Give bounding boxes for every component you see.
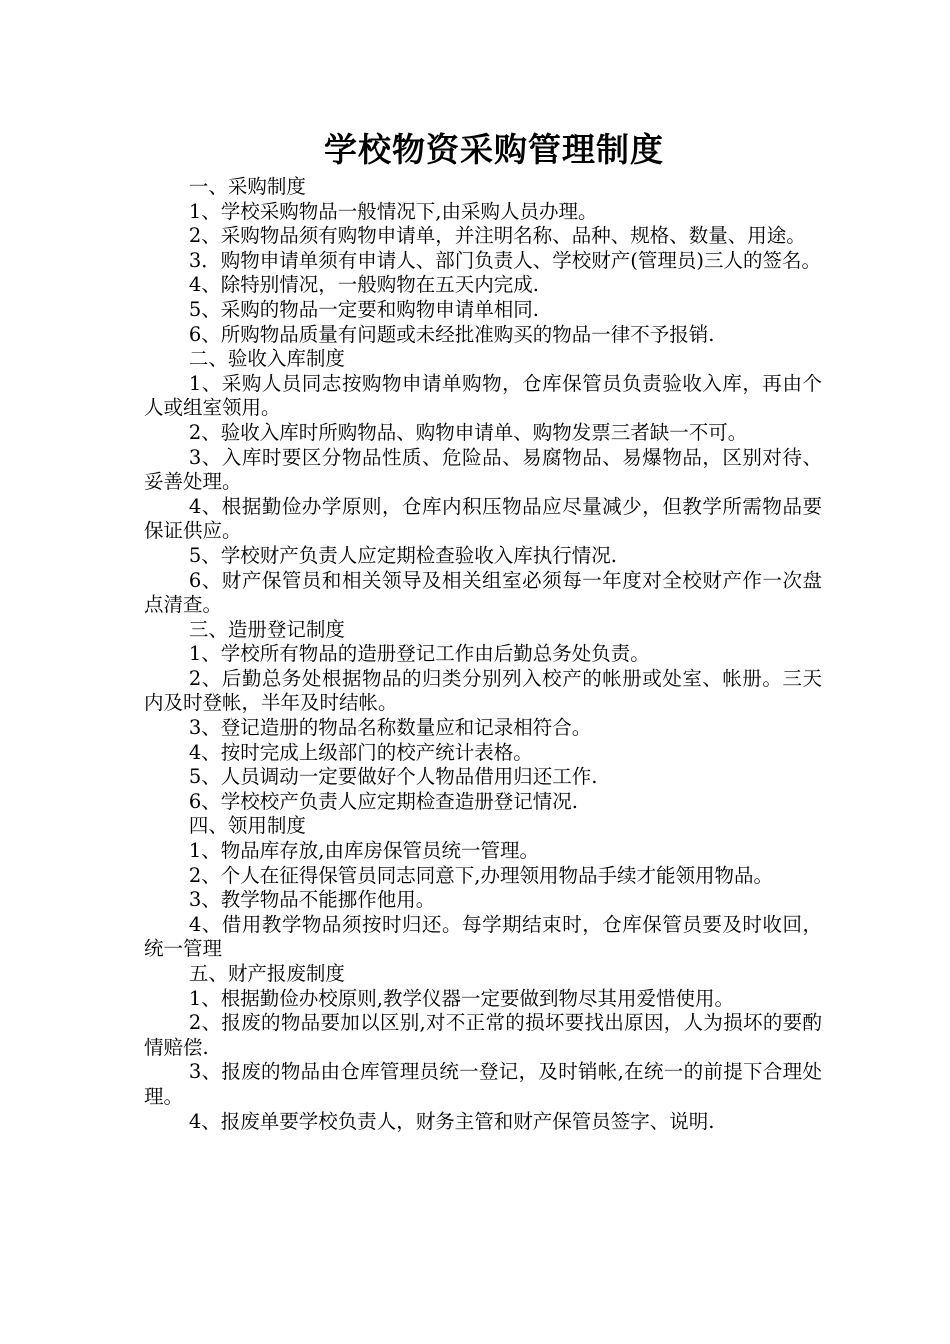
inspection-item-5: 5、学校财产负责人应定期检查验收入库执行情况. [188,543,617,567]
procurement-item-1: 1、学校采购物品一般情况下,由采购人员办理。 [188,199,598,223]
section-heading-procurement: 一、采购制度 [188,175,306,198]
document-body [144,175,822,1134]
requisition-item-2: 2、个人在征得保管员同志同意下,办理领用物品手续才能领用物品。 [188,863,773,887]
disposal-item-2: 2、报废的物品要加以区别,对不正常的损坏要找出原因，人为损坏的要酌情赔偿. [144,1011,822,1059]
section-heading-requisition: 四、领用制度 [188,814,306,838]
procurement-item-5: 5、采购的物品一定要和购物申请单相同. [188,297,539,321]
requisition-item-1: 1、物品库存放,由库房保管员统一管理。 [188,839,539,863]
procurement-item-3: 3．购物申请单须有申请人、部门负责人、学校财产(管理员)三人的签名。 [188,248,821,272]
section-heading-disposal: 五、财产报废制度 [188,962,345,985]
requisition-item-4: 4、借用教学物品须按时归还。每学期结束时，仓库保管员要及时收回，统一管理 [144,912,822,961]
registration-item-6: 6、学校校产负责人应定期检查造册登记情况. [188,789,578,813]
procurement-item-2: 2、采购物品须有购物申请单，并注明名称、品种、规格、数量、用途。 [188,224,806,248]
inspection-item-1: 1、采购人员同志按购物申请单购物，仓库保管员负责验收入库，再由个人或组室领用。 [144,371,822,420]
disposal-item-1: 1、根据勤俭办校原则,教学仪器一定要做到物尽其用爱惜使用。 [188,986,734,1010]
registration-item-1: 1、学校所有物品的造册登记工作由后勤总务处负责。 [188,642,650,666]
registration-item-2: 2、后勤总务处根据物品的归类分别列入校产的帐册或处室、帐册。三天内及时登帐，半年及时结帐。 [144,666,822,715]
page-title: 学校物资采购管理制度 [324,130,664,169]
inspection-item-2: 2、验收入库时所购物品、购物申请单、购物发票三者缺一不可。 [188,420,748,444]
inspection-item-6: 6、财产保管员和相关领导及相关组室必须每一年度对全校财产作一次盘点清查。 [144,568,822,617]
inspection-item-3: 3、入库时要区分物品性质、危险品、易腐物品、易爆物品，区别对待、妥善处理。 [144,445,822,494]
registration-item-5: 5、人员调动一定要做好个人物品借用归还工作. [188,765,598,789]
registration-item-3: 3、登记造册的物品名称数量应和记录相符合。 [188,716,592,740]
disposal-item-4: 4、报废单要学校负责人，财务主管和财产保管员签字、说明. [188,1109,715,1133]
inspection-item-4: 4、根据勤俭办学原则，仓库内积压物品应尽量减少，但教学所需物品要保证供应。 [144,494,822,543]
registration-item-4: 4、按时完成上级部门的校产统计表格。 [188,740,533,764]
section-heading-inspection: 二、验收入库制度 [188,347,345,371]
procurement-item-6: 6、所购物品质量有问题或未经批准购买的物品一律不予报销. [188,322,715,346]
requisition-item-3: 3、教学物品不能挪作他用。 [188,888,436,912]
procurement-item-4: 4、除特别情况，一般购物在五天内完成. [188,273,539,297]
disposal-item-3: 3、报废的物品由仓库管理员统一登记，及时销帐,在统一的前提下合理处理。 [144,1060,822,1108]
section-heading-registration: 三、造册登记制度 [188,617,345,641]
